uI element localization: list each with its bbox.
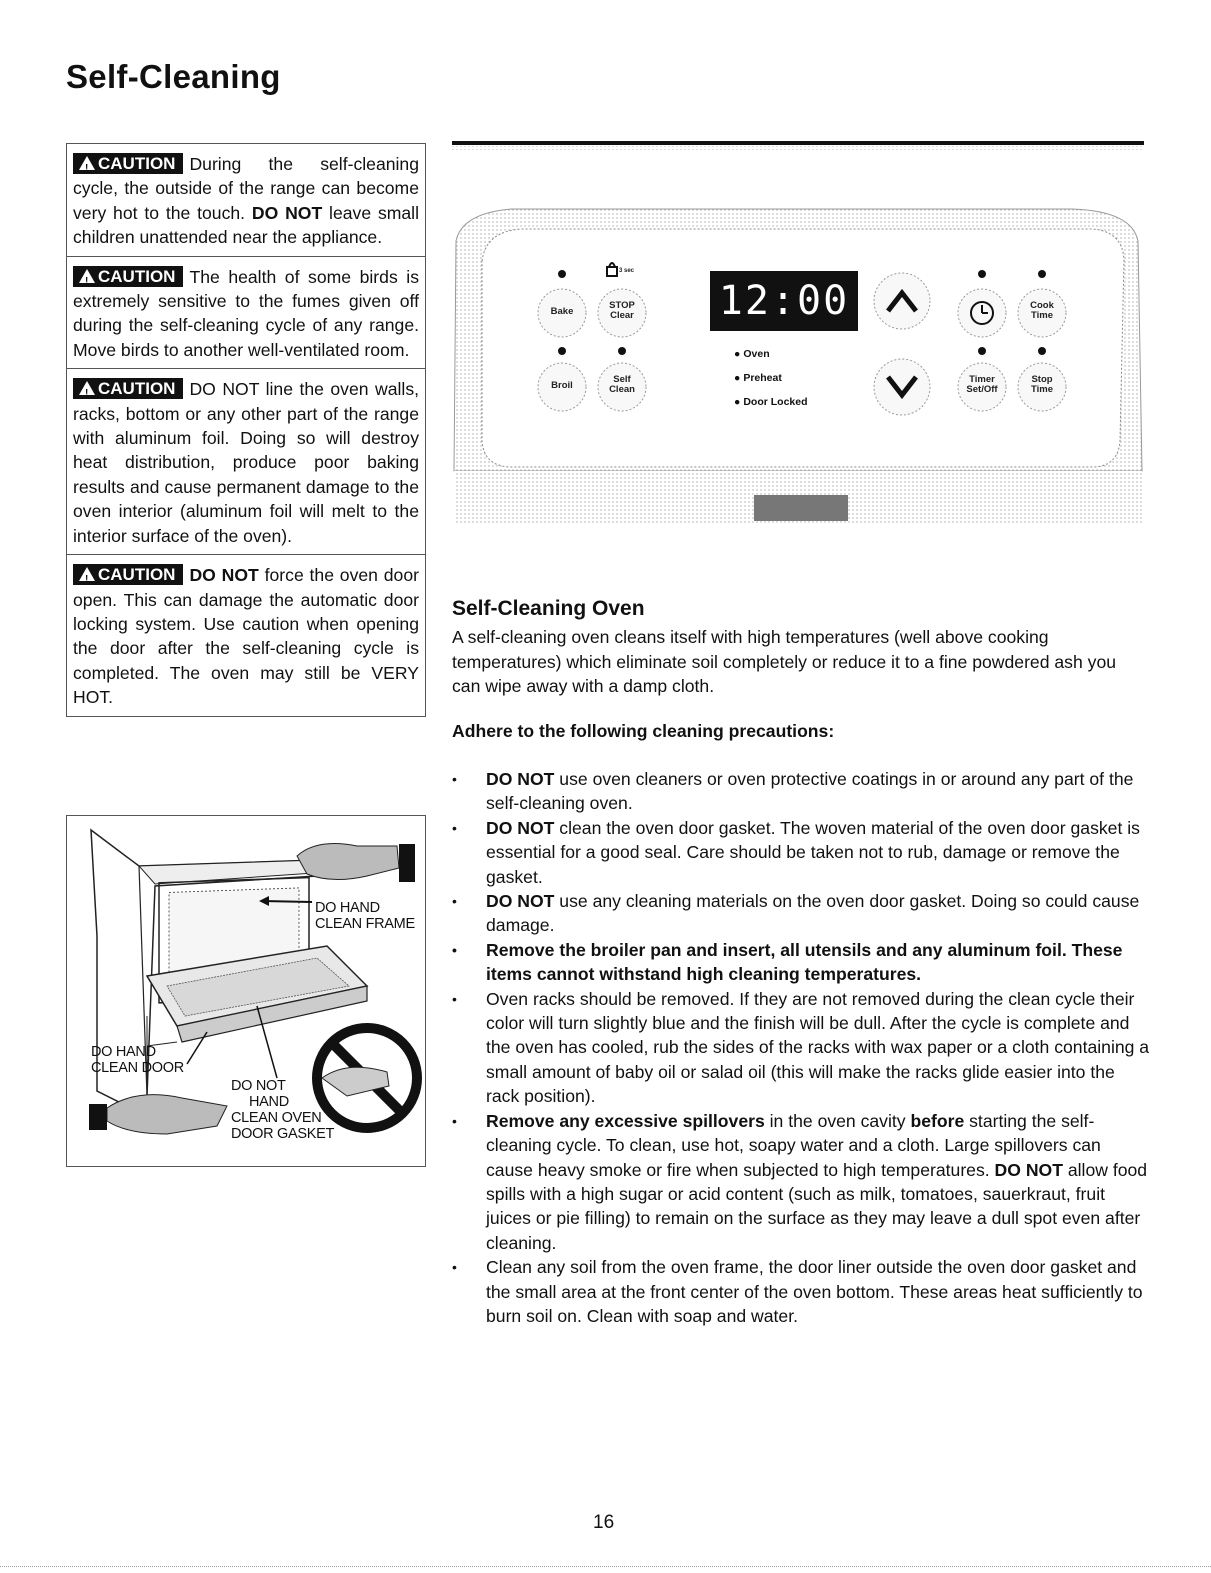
caution-text: force the oven door open. This can damage the automatic door locking system. Use caution when opening the door after the self-cleaning cycle is completed. The oven may still be VERY HOT. xyxy=(73,565,419,708)
bottom-rule xyxy=(0,1566,1211,1567)
page-number: 16 xyxy=(593,1512,615,1533)
section-title: Self-Cleaning Oven xyxy=(452,597,645,620)
oven-door-illustration xyxy=(66,815,426,1167)
caution-strong: DO NOT xyxy=(251,202,323,223)
stop-clear-key[interactable]: STOP Clear xyxy=(609,300,635,321)
caution-badge: ! CAUTION xyxy=(73,378,183,399)
self-clean-key[interactable]: Self Clean xyxy=(609,374,635,395)
warning-icon: ! xyxy=(79,269,95,283)
caution-box xyxy=(66,554,426,716)
list-item: • Clean any soil from the oven frame, the door liner outside the oven door gasket and the small area at the front center of the oven bottom. These areas heat sufficiently to burn soil on. Clean with soap and water. xyxy=(452,1255,1150,1328)
precautions-heading: Adhere to the following cleaning precautions: xyxy=(452,721,835,741)
caution-text: DO NOT line the oven walls, racks, bottom or any other part of the range with aluminum foil. Doing so will destroy heat distribution, produce poor baking results and cause permanent damage to the oven interior (aluminum foil will melt to the interior surface of the oven). xyxy=(73,379,419,546)
list-item: • Oven racks should be removed. If they are not removed during the clean cycle their color will turn slightly blue and the finish will be dull. After the cycle is complete and the oven has cooled, rub the sides of the racks with wax paper or a cloth containing a small amount of baby oil or salad oil (this will make the racks glide easier into the rack position). xyxy=(452,987,1150,1109)
list-item: • Remove any excessive spillovers in the oven cavity before starting the self-cleaning cycle. To clean, use hot, soapy water and a cloth. Large spillovers can cause heavy smoke or fire when subjected to high temperatures. DO NOT allow food spills with a high sugar or acid content (such as milk, tomatoes, sauerkraut, fruit juices or pie filling) to remain on the surface as they may leave a dull spot even after cleaning. xyxy=(452,1109,1150,1255)
lock-hold-label: 3 sec xyxy=(619,268,635,274)
caution-box xyxy=(66,256,426,369)
caution-text: The health of some birds is extremely sensitive to the fumes given off during the self-cleaning cycle of any range. Move birds to another well-ventilated room. xyxy=(73,266,419,360)
bake-key[interactable]: Bake xyxy=(550,306,574,317)
brand-logo xyxy=(754,495,848,521)
list-item: • DO NOT use oven cleaners or oven protective coatings in or around any part of the self-cleaning oven. xyxy=(452,767,1150,816)
precautions-list xyxy=(452,767,1150,1328)
caution-badge: ! CAUTION xyxy=(73,266,183,287)
status-preheat: ● Preheat xyxy=(734,372,782,384)
caution-text: During the self-cleaning cycle, the outside of the range can become very hot to the touch. xyxy=(73,154,419,223)
caution-box xyxy=(66,368,426,554)
section-intro: A self-cleaning oven cleans itself with high temperatures (well above cooking temperatures) which eliminate soil completely or reduce it to a fine powdered ash you can wipe away with a damp cloth. xyxy=(452,627,1117,696)
caution-column xyxy=(66,143,426,717)
warning-icon: ! xyxy=(79,381,95,395)
label-do-hand-clean-door: DO HAND CLEAN DOOR xyxy=(91,1044,184,1076)
label-do-not-hand-clean-gasket: DO NOT HAND CLEAN OVEN DOOR GASKET xyxy=(231,1078,335,1142)
page-title: Self-Cleaning xyxy=(66,58,281,95)
list-item: • DO NOT use any cleaning materials on the oven door gasket. Doing so could cause damage. xyxy=(452,889,1150,938)
caution-strong: DO NOT xyxy=(189,565,259,586)
warning-icon: ! xyxy=(79,156,95,170)
oven-control-panel xyxy=(452,141,1144,525)
caution-badge: ! CAUTION xyxy=(73,153,183,174)
timer-set-off-key[interactable]: Timer Set/Off xyxy=(966,374,998,395)
cook-time-key[interactable]: Cook Time xyxy=(1030,300,1054,321)
control-panel-drawing xyxy=(452,141,1144,525)
status-oven: ● Oven xyxy=(734,348,770,360)
status-door-locked: ● Door Locked xyxy=(734,396,808,408)
warning-icon: ! xyxy=(79,567,95,581)
label-do-hand-clean-frame: DO HAND CLEAN FRAME xyxy=(315,900,415,932)
caution-text: leave small children unattended near the appliance. xyxy=(73,202,419,248)
caution-badge: ! CAUTION xyxy=(73,564,183,585)
broil-key[interactable]: Broil xyxy=(551,380,573,391)
clock-display: 12:00 xyxy=(710,271,858,331)
caution-box xyxy=(66,143,426,256)
list-item: • Remove the broiler pan and insert, all utensils and any aluminum foil. These items cannot withstand high cleaning temperatures. xyxy=(452,938,1150,987)
stop-time-key[interactable]: Stop Time xyxy=(1030,374,1053,395)
list-item: • DO NOT clean the oven door gasket. The woven material of the oven door gasket is essential for a good seal. Care should be taken not to rub, damage or remove the gasket. xyxy=(452,816,1150,889)
